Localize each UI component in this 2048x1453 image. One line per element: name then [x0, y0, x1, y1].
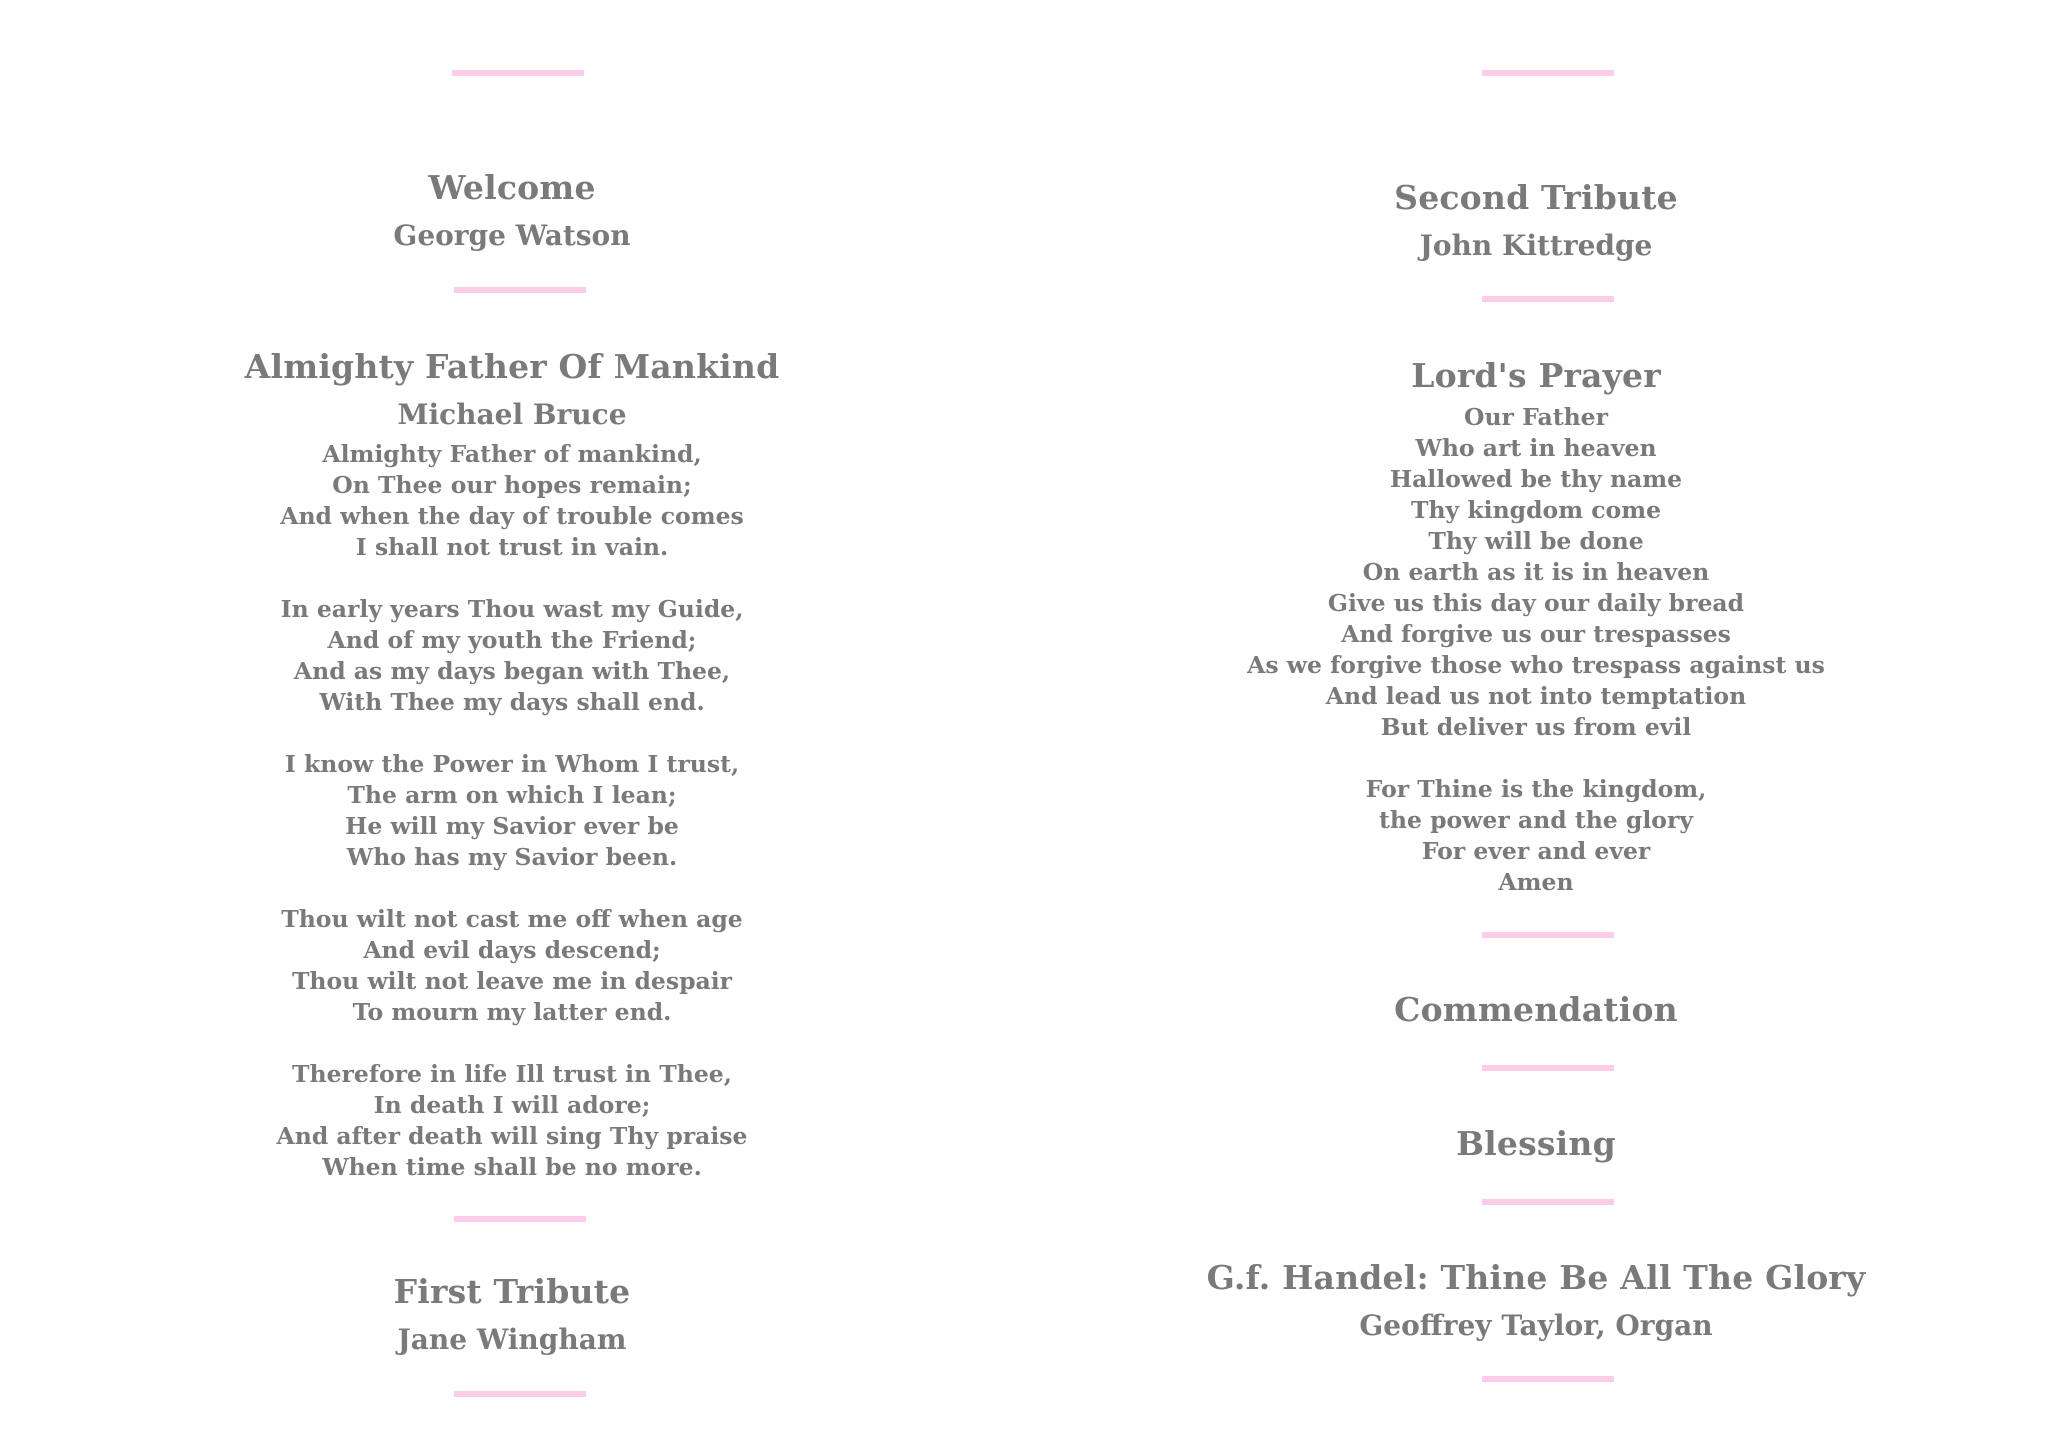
stanza [0, 439, 1024, 563]
verse-line: I shall not trust in vain. [355, 533, 669, 561]
stanza [0, 1059, 1024, 1183]
prayer-title: Lord's Prayer [1411, 356, 1661, 395]
divider [454, 287, 586, 293]
first-tribute-section [0, 1272, 1024, 1358]
verse-line: And lead us not into temptation [1325, 682, 1747, 710]
divider [452, 70, 584, 76]
divider [1482, 932, 1614, 938]
divider [1482, 1065, 1614, 1071]
hymn-author: Michael Bruce [397, 398, 627, 431]
section-speaker: John Kittredge [1419, 229, 1653, 262]
section-title: Welcome [428, 168, 596, 207]
verse-line: Amen [1498, 868, 1574, 896]
verse-line: And after death will sing Thy praise [276, 1122, 748, 1150]
verse-line: On earth as it is in heaven [1362, 558, 1710, 586]
prayer-verses [1024, 402, 2048, 898]
verse-line: Hallowed be thy name [1389, 465, 1683, 493]
verse-line: He will my Savior ever be [345, 812, 679, 840]
divider [1482, 1376, 1614, 1382]
stanza [1024, 402, 2048, 743]
verse-line: I know the Power in Whom I trust, [284, 750, 740, 778]
prayer-section [1024, 356, 2048, 898]
hymn-title: Almighty Father Of Mankind [244, 347, 780, 386]
section-speaker: George Watson [393, 219, 631, 252]
stanza [1024, 774, 2048, 898]
verse-line: Thou wilt not cast me off when age [281, 905, 743, 933]
verse-line: Thy kingdom come [1410, 496, 1662, 524]
music-section [1024, 1258, 2048, 1344]
divider [454, 1391, 586, 1397]
verse-line: the power and the glory [1379, 806, 1693, 834]
stanza [0, 749, 1024, 873]
section-title: Second Tribute [1394, 178, 1678, 217]
right-page [1024, 0, 2048, 1453]
welcome-section [0, 168, 1024, 254]
second-tribute-section [1024, 178, 2048, 264]
verse-line: On Thee our hopes remain; [332, 471, 692, 499]
verse-line: The arm on which I lean; [347, 781, 677, 809]
divider [454, 1216, 586, 1222]
verse-line: In early years Thou wast my Guide, [280, 595, 744, 623]
divider [1482, 296, 1614, 302]
verse-line: For ever and ever [1421, 837, 1651, 865]
verse-line: Therefore in life Ill trust in Thee, [292, 1060, 732, 1088]
blessing-section [1024, 1124, 2048, 1164]
section-title: Blessing [1456, 1124, 1616, 1163]
divider [1482, 1199, 1614, 1205]
commendation-section [1024, 990, 2048, 1030]
divider [1482, 70, 1614, 76]
music-performer: Geoffrey Taylor, Organ [1359, 1309, 1713, 1342]
verse-line: Who has my Savior been. [346, 843, 678, 871]
verse-line: To mourn my latter end. [352, 998, 672, 1026]
music-title: G.f. Handel: Thine Be All The Glory [1206, 1258, 1866, 1297]
verse-line: Our Father [1463, 403, 1609, 431]
stanza [0, 904, 1024, 1028]
verse-line: Thou wilt not leave me in despair [291, 967, 733, 995]
verse-line: But deliver us from evil [1380, 713, 1692, 741]
stanza [0, 594, 1024, 718]
verse-line: Thy will be done [1428, 527, 1644, 555]
verse-line: And when the day of trouble comes [280, 502, 744, 530]
verse-line: And forgive us our trespasses [1341, 620, 1731, 648]
section-speaker: Jane Wingham [397, 1323, 627, 1356]
verse-line: In death I will adore; [373, 1091, 651, 1119]
verse-line: With Thee my days shall end. [319, 688, 705, 716]
verse-line: And evil days descend; [363, 936, 661, 964]
verse-line: When time shall be no more. [322, 1153, 702, 1181]
verse-line: Almighty Father of mankind, [322, 440, 702, 468]
verse-line: As we forgive those who trespass against us [1247, 651, 1825, 679]
verse-line: Give us this day our daily bread [1327, 589, 1745, 617]
verse-line: Who art in heaven [1415, 434, 1657, 462]
hymn-section [0, 347, 1024, 1183]
verse-line: For Thine is the kingdom, [1365, 775, 1707, 803]
section-title: First Tribute [393, 1272, 631, 1311]
verse-line: And as my days began with Thee, [293, 657, 731, 685]
section-title: Commendation [1394, 990, 1678, 1029]
verse-line: And of my youth the Friend; [327, 626, 697, 654]
hymn-verses [0, 439, 1024, 1183]
